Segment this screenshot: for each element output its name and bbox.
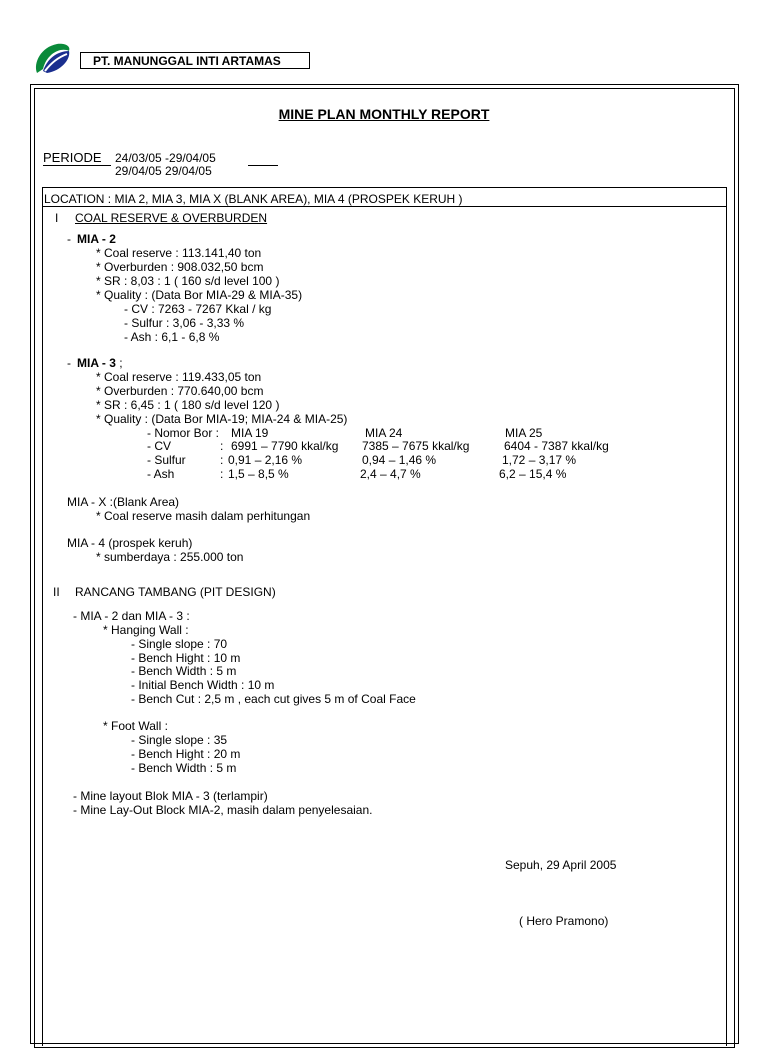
mia3-table-colon: : xyxy=(220,439,224,453)
report-title: MINE PLAN MONTHLY REPORT xyxy=(278,106,490,122)
section1-title: COAL RESERVE & OVERBURDEN xyxy=(75,211,268,225)
section1-number: I xyxy=(55,211,59,225)
periode-value-1: 24/03/05 -29/04/05 xyxy=(115,151,216,165)
mia3-overburden: * Overburden : 770.640,00 bcm xyxy=(96,384,264,398)
mia2-overburden: * Overburden : 908.032,50 bcm xyxy=(96,260,264,274)
mia3-table-cell: MIA 24 xyxy=(365,426,403,440)
miax-note: * Coal reserve masih dalam perhitungan xyxy=(96,509,311,523)
hanging-wall-item: - Initial Bench Width : 10 m xyxy=(131,678,275,692)
mia2-sr: * SR : 8,03 : 1 ( 160 s/d level 100 ) xyxy=(96,274,280,288)
mia3-table-cell: MIA 19 xyxy=(231,426,269,440)
mia4-title: MIA - 4 (prospek keruh) xyxy=(67,536,193,550)
signature-place-date: Sepuh, 29 April 2005 xyxy=(505,858,617,872)
hanging-wall-title: * Hanging Wall : xyxy=(103,623,189,637)
miax-title: MIA - X :(Blank Area) xyxy=(67,495,180,509)
mia3-table-label: - Sulfur xyxy=(147,453,186,467)
mia2-title: MIA - 2 xyxy=(77,232,116,246)
hanging-wall-item: - Bench Cut : 2,5 m , each cut gives 5 m of Coal Face xyxy=(131,692,416,706)
mia4-note: * sumberdaya : 255.000 ton xyxy=(96,550,244,564)
periode-value-2: 29/04/05 29/04/05 xyxy=(115,164,212,178)
mia2-cv: - CV : 7263 - 7267 Kkal / kg xyxy=(124,302,272,316)
mia2-coal-reserve: * Coal reserve : 113.141,40 ton xyxy=(96,246,262,260)
mia3-table-cell: 0,94 – 1,46 % xyxy=(362,453,437,467)
mia3-table-colon: : xyxy=(220,467,224,481)
foot-wall-item: - Bench Hight : 20 m xyxy=(131,747,241,761)
signature-name: ( Hero Pramono) xyxy=(519,914,609,928)
foot-wall-title: * Foot Wall : xyxy=(103,719,168,733)
mia2-ash: - Ash : 6,1 - 6,8 % xyxy=(124,330,220,344)
periode-label: PERIODE xyxy=(43,150,102,165)
mia3-heading xyxy=(77,357,123,370)
mia3-table-cell: MIA 25 xyxy=(505,426,543,440)
mia3-table-cell: 1,72 – 3,17 % xyxy=(502,453,577,467)
mia3-table-cell: 7385 – 7675 kkal/kg xyxy=(362,439,470,453)
mia3-quality: * Quality : (Data Bor MIA-19; MIA-24 & MIA-25) xyxy=(96,412,348,426)
mia2-dash: - xyxy=(67,232,71,246)
hanging-wall-item: - Bench Hight : 10 m xyxy=(131,651,241,665)
mia3-dash: - xyxy=(67,356,71,370)
mia3-table-cell: 1,5 – 8,5 % xyxy=(228,467,289,481)
mia3-coal-reserve: * Coal reserve : 119.433,05 ton xyxy=(96,370,262,384)
hanging-wall-item: - Bench Width : 5 m xyxy=(131,664,237,678)
mia3-table-cell: 0,91 – 2,16 % xyxy=(228,453,303,467)
mia3-table-label: - Ash xyxy=(147,467,175,481)
mia3-sr: * SR : 6,45 : 1 ( 180 s/d level 120 ) xyxy=(96,398,280,412)
mia3-table-label: - Nomor Bor : xyxy=(147,426,220,440)
periode-dash xyxy=(248,165,278,166)
mia2-quality: * Quality : (Data Bor MIA-29 & MIA-35) xyxy=(96,288,303,302)
mine-layout-note: - Mine layout Blok MIA - 3 (terlampir) xyxy=(73,789,268,803)
mia3-title: MIA - 3 xyxy=(77,356,116,370)
company-name-box: PT. MANUNGGAL INTI ARTAMAS xyxy=(80,52,310,69)
section2-subtitle: - MIA - 2 dan MIA - 3 : xyxy=(73,609,190,623)
company-logo-icon xyxy=(31,41,75,77)
mia3-table-colon: : xyxy=(220,453,224,467)
mia3-table-cell: 2,4 – 4,7 % xyxy=(360,467,421,481)
foot-wall-item: - Single slope : 35 xyxy=(131,733,228,747)
mia2-sulfur: - Sulfur : 3,06 - 3,33 % xyxy=(124,316,245,330)
mia3-table-cell: 6404 - 7387 kkal/kg xyxy=(504,439,609,453)
mia3-table-label: - CV xyxy=(147,439,171,453)
section2-number: II xyxy=(53,585,60,599)
periode-underline xyxy=(43,165,111,166)
foot-wall-item: - Bench Width : 5 m xyxy=(131,761,237,775)
mia3-table-cell: 6,2 – 15,4 % xyxy=(499,467,567,481)
mia3-table-cell: 6991 – 7790 kkal/kg xyxy=(231,439,339,453)
hanging-wall-item: - Single slope : 70 xyxy=(131,637,228,651)
mine-layout-note: - Mine Lay-Out Block MIA-2, masih dalam penyelesaian. xyxy=(73,803,373,817)
location-text: LOCATION : MIA 2, MIA 3, MIA X (BLANK AREA), MIA 4 (PROSPEK KERUH ) xyxy=(44,192,463,206)
mia3-title-suffix: ; xyxy=(115,356,123,370)
section2-title: RANCANG TAMBANG (PIT DESIGN) xyxy=(75,585,276,599)
